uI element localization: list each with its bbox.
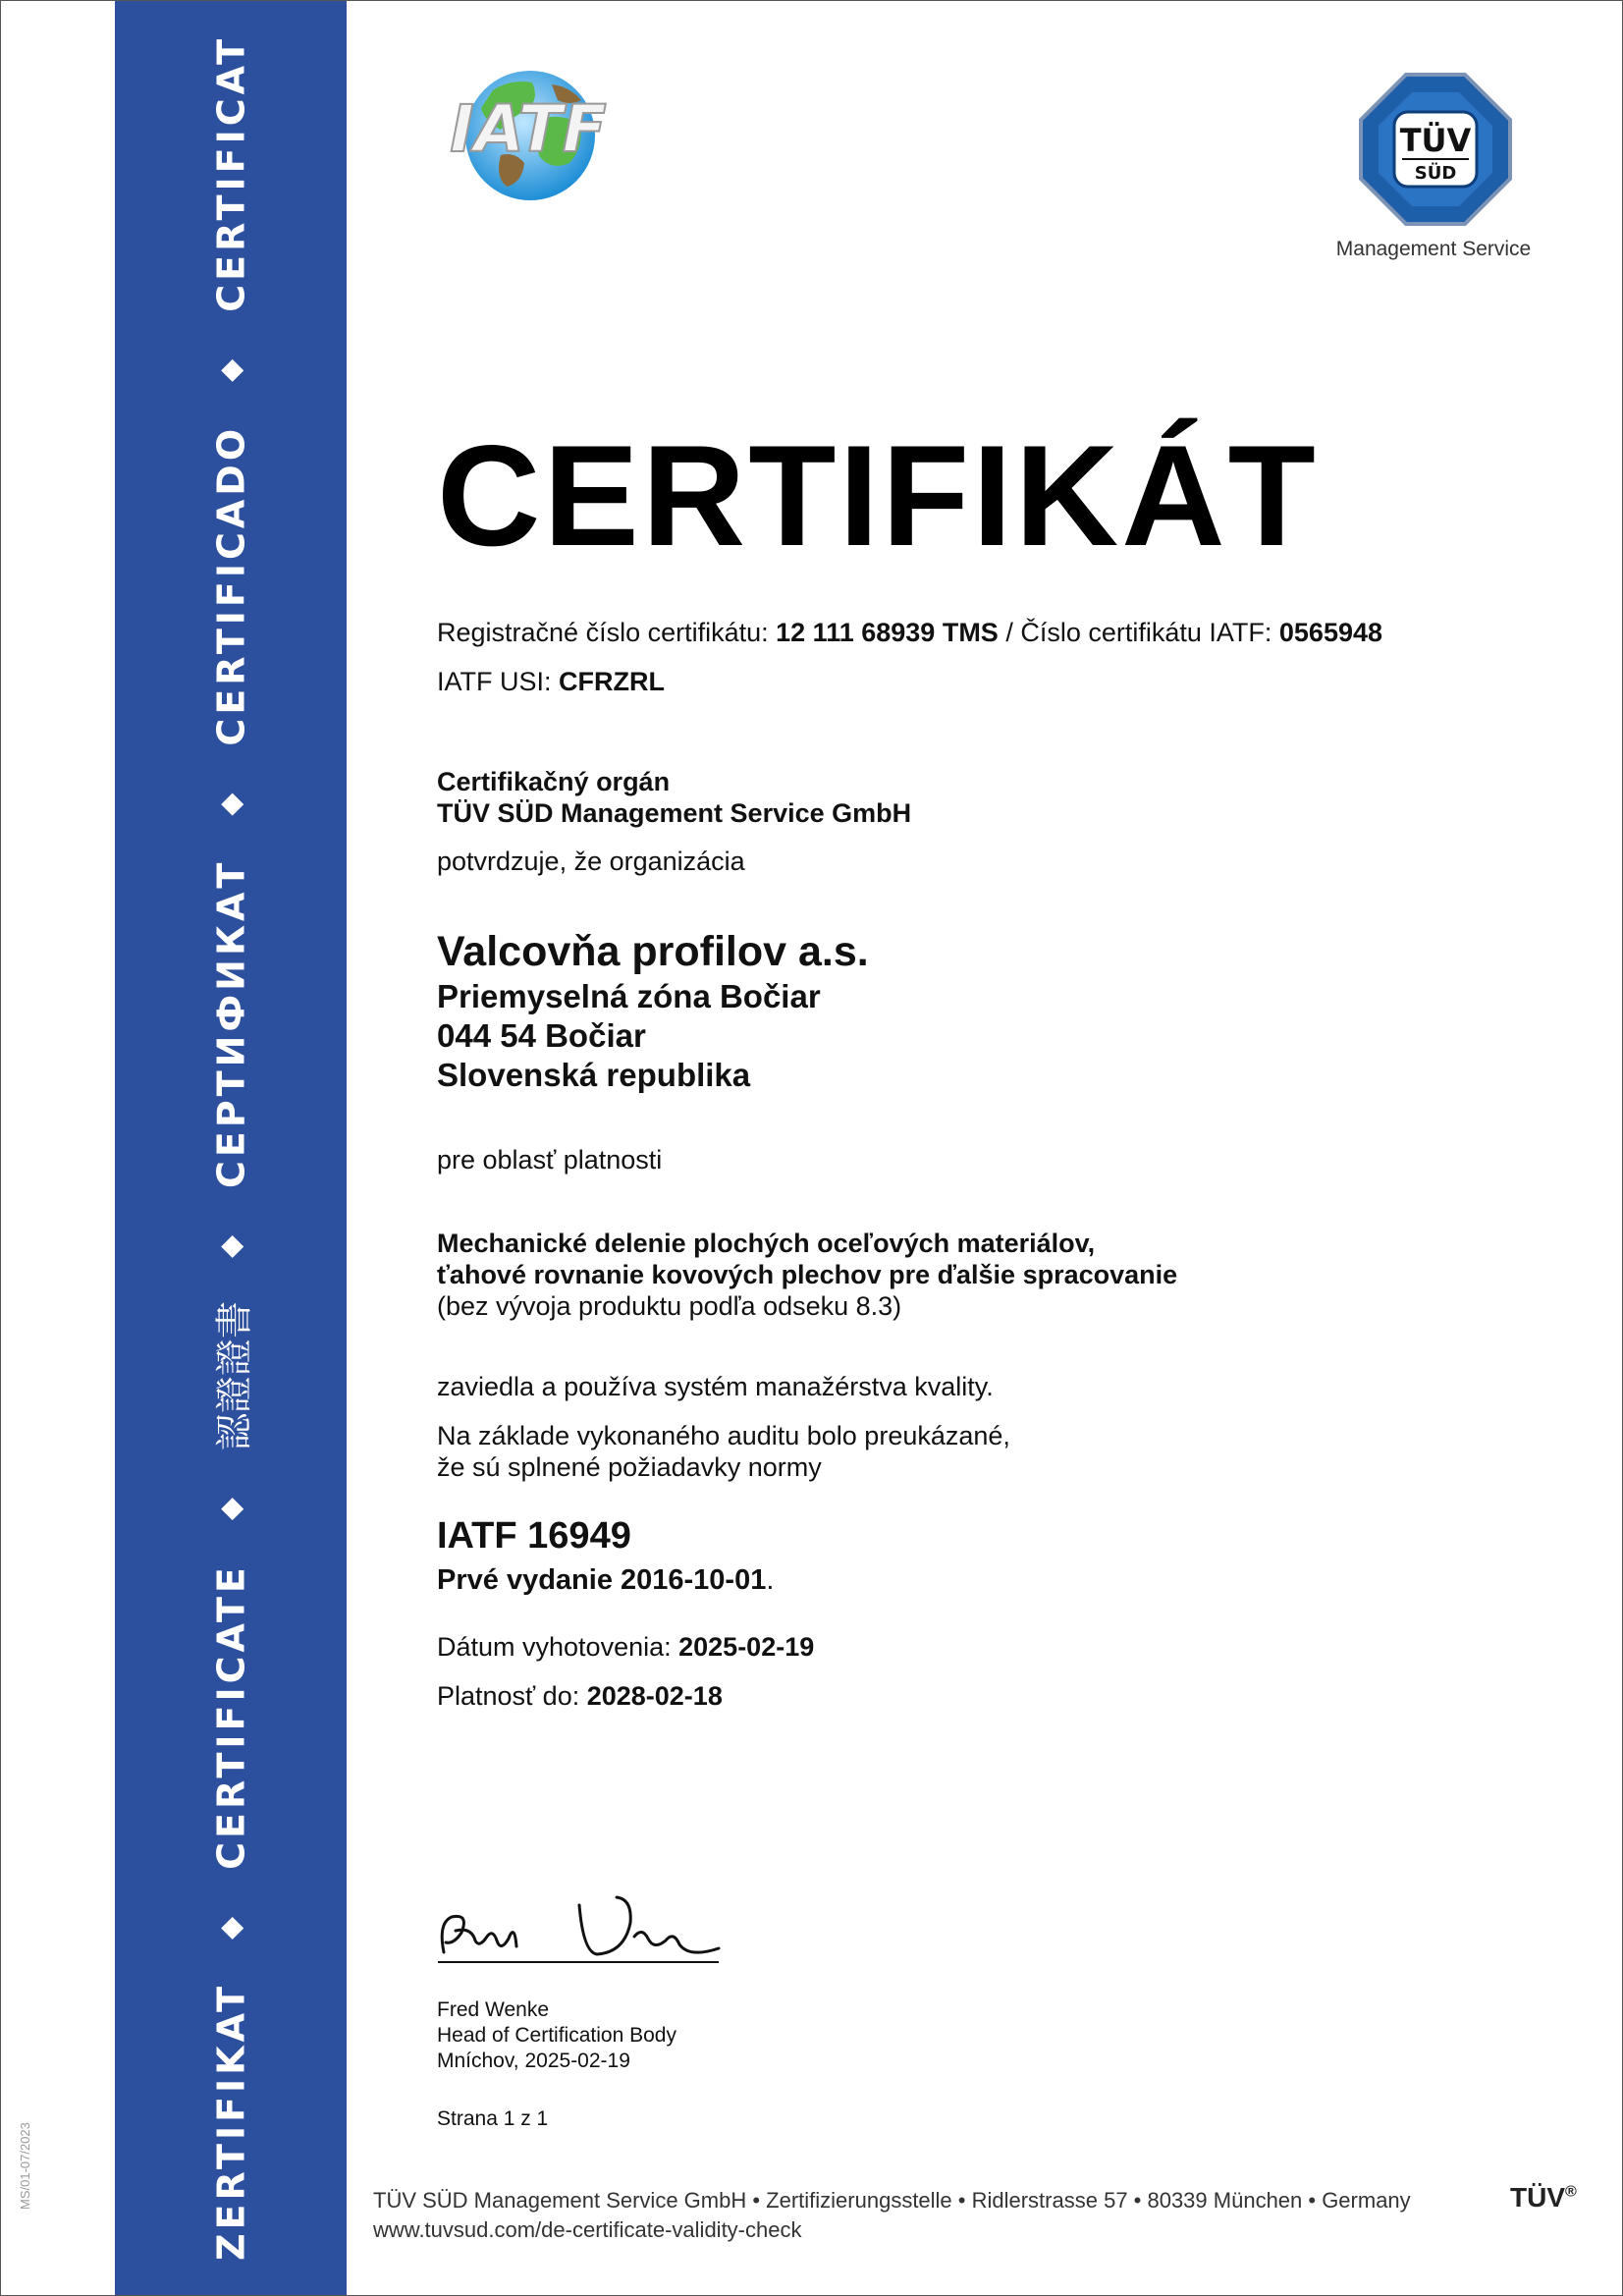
band-separator: ◆ xyxy=(213,1494,248,1521)
tuv-logo-subtext: SÜD xyxy=(1414,163,1457,184)
signer-role: Head of Certification Body xyxy=(437,2024,676,2047)
footer-tuv-mark xyxy=(1510,2182,1577,2214)
band-separator: ◆ xyxy=(213,789,248,816)
statement-2b: že sú splnené požiadavky normy xyxy=(437,1452,822,1482)
valid-until-line xyxy=(437,1680,723,1712)
side-band-text xyxy=(204,35,258,2261)
scope-line-2: ťahové rovnanie kovových plechov pre ďalšie spracovanie xyxy=(437,1260,1178,1289)
page-number: Strana 1 z 1 xyxy=(437,2107,549,2130)
band-word-certificate: CERTIFICATE xyxy=(209,1563,252,1870)
valid-until-label: Platnosť do: xyxy=(437,1681,587,1711)
address-line-1: Priemyselná zóna Bočiar xyxy=(437,978,821,1014)
signer-block xyxy=(437,1997,676,2074)
usi-value: CFRZRL xyxy=(559,667,665,696)
signature xyxy=(432,1884,746,1977)
valid-until-value: 2028-02-18 xyxy=(586,1681,723,1711)
organization-address xyxy=(437,977,821,1095)
footer-mark-registered: ® xyxy=(1565,2183,1577,2201)
certification-body-heading: Certifikačný orgán xyxy=(437,767,671,796)
standard-edition-line xyxy=(437,1563,774,1598)
side-band xyxy=(115,1,347,2295)
certification-body-name: TÜV SÜD Management Service GmbH xyxy=(437,798,912,828)
iatf-number: 0565948 xyxy=(1278,618,1383,647)
footer-address: TÜV SÜD Management Service GmbH • Zertifizierungsstelle • Ridlerstrasse 57 • 80339 München • Germany xyxy=(373,2188,1411,2213)
band-separator: ◆ xyxy=(213,1230,248,1259)
tuv-logo-text: TÜV xyxy=(1399,122,1472,159)
usi-line xyxy=(437,666,665,697)
scope-line-1: Mechanické delenie plochých oceľových materiálov, xyxy=(437,1229,1096,1258)
organization-name: Valcovňa profilov a.s. xyxy=(437,928,869,975)
band-word-zertifikat: ZERTIFIKAT xyxy=(209,1982,252,2262)
scope-intro: pre oblasť platnosti xyxy=(437,1145,663,1175)
issue-date-line xyxy=(437,1631,814,1663)
signer-name: Fred Wenke xyxy=(437,1998,549,2021)
tuv-sud-logo xyxy=(1357,71,1514,233)
statement-2a: Na základe vykonaného auditu bolo preukázané, xyxy=(437,1421,1010,1450)
footer xyxy=(373,2186,1411,2245)
band-word-chinese: 認證證書 xyxy=(212,1301,256,1451)
statement-1: zaviedla a používa systém manažérstva kvality. xyxy=(437,1372,994,1401)
standard-name: IATF 16949 xyxy=(437,1515,631,1557)
address-line-2: 044 54 Bočiar xyxy=(437,1017,646,1054)
band-separator: ◆ xyxy=(213,355,248,382)
band-word-certificado: CERTIFICADO xyxy=(209,424,252,746)
scope-line-3: (bez vývoja produktu podľa odseku 8.3) xyxy=(437,1291,902,1321)
footer-mark-text: TÜV xyxy=(1510,2182,1565,2213)
band-separator: ◆ xyxy=(213,1912,248,1940)
band-word-certificat: CERTIFICAT xyxy=(209,34,252,312)
confirms-text: potvrdzuje, že organizácia xyxy=(437,847,745,876)
form-code: MS/01-07/2023 xyxy=(18,2122,32,2210)
standard-edition-end: . xyxy=(766,1564,775,1596)
issue-date-value: 2025-02-19 xyxy=(678,1632,815,1662)
tuv-caption: Management Service xyxy=(1335,238,1532,260)
usi-label: IATF USI: xyxy=(437,667,560,696)
issue-date-label: Dátum vyhotovenia: xyxy=(437,1632,679,1662)
iatf-number-label: / Číslo certifikátu IATF: xyxy=(998,618,1279,647)
footer-validity-link[interactable]: www.tuvsud.com/de-certificate-validity-check xyxy=(373,2217,802,2242)
signer-place-date: Mníchov, 2025-02-19 xyxy=(437,2050,630,2072)
iatf-logo xyxy=(442,61,619,213)
registration-line xyxy=(437,617,1382,648)
document-title: CERTIFIKÁT xyxy=(437,415,1319,575)
registration-number: 12 111 68939 TMS xyxy=(776,618,999,647)
band-word-russian: СЕРТИФИКАТ xyxy=(209,858,252,1188)
standard-edition: Prvé vydanie 2016-10-01 xyxy=(437,1564,767,1596)
registration-label: Registračné číslo certifikátu: xyxy=(437,618,777,647)
address-country: Slovenská republika xyxy=(437,1057,751,1093)
iatf-logo-text: IATF xyxy=(450,91,607,167)
